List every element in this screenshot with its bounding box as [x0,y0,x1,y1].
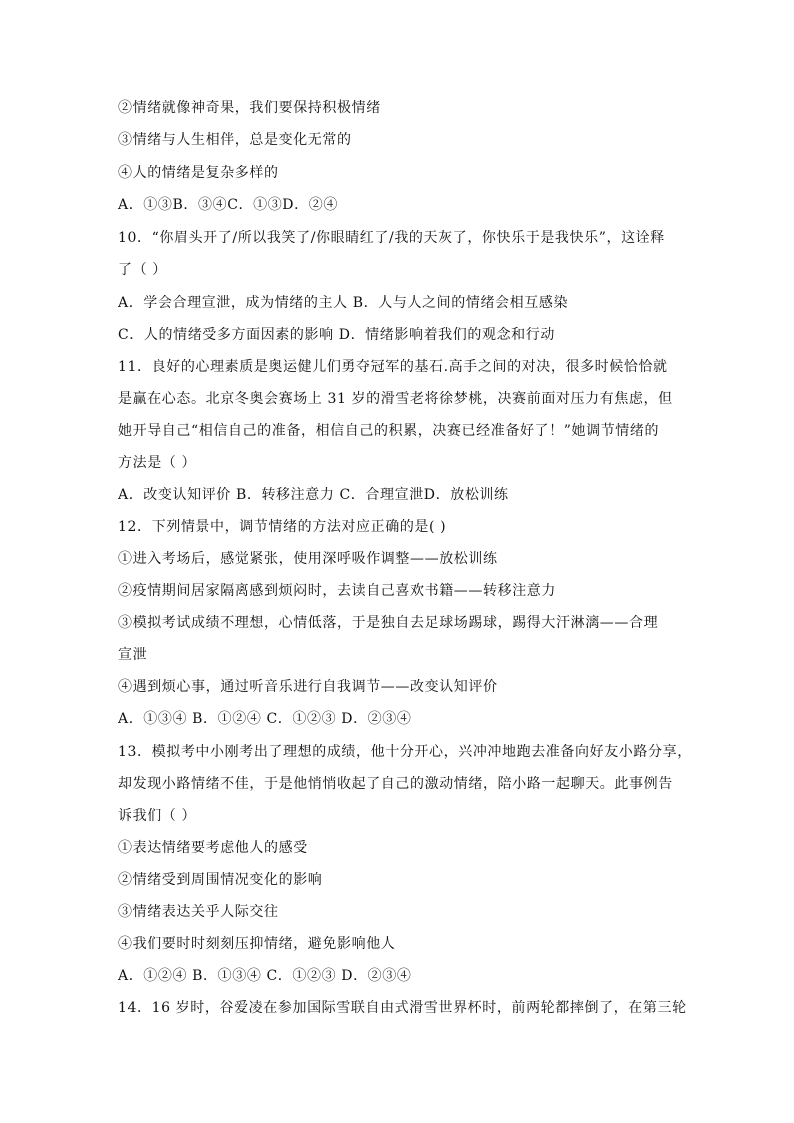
text-line: ③情绪与人生相伴，总是变化无常的 [118,132,352,148]
answer-options: A．①③B．③④C．①③D．②④ [118,197,338,213]
text-line: 她开导自己“相信自己的准备，相信自己的积累，决赛已经准备好了！”她调节情绪的 [118,423,660,439]
text-line: ④我们要时时刻刻压抑情绪，避免影响他人 [118,936,396,952]
text-line: ①进入考场后，感觉紧张，使用深呼吸作调整——放松训练 [118,551,498,567]
text-line: ④遇到烦心事，通过听音乐进行自我调节——改变认知评价 [118,679,498,695]
answer-options: A．①②④ B．①③④ C．①②③ D．②③④ [118,968,412,984]
text-line: 了（ ） [118,262,167,278]
text-line: ②疫情期间居家隔离感到烦闷时，去读自己喜欢书籍——转移注意力 [118,583,556,599]
text-line: ④人的情绪是复杂多样的 [118,165,279,181]
text-line: ③模拟考试成绩不理想，心情低落，于是独自去足球场踢球，踢得大汗淋漓——合理 [118,615,659,631]
question-13: 13．模拟考中小刚考出了理想的成绩，他十分开心，兴冲冲地跑去准备向好友小路分享， [118,744,692,760]
question-12: 12．下列情景中，调节情绪的方法对应正确的是( ) [118,519,447,535]
text-line: ②情绪就像神奇果，我们要保持积极情绪 [118,100,381,116]
answer-options: C．人的情绪受多方面因素的影响 D．情绪影响着我们的观念和行动 [118,327,555,343]
text-line: 却发现小路情绪不佳，于是他悄悄收起了自己的激动情绪，陪小路一起聊天。此事例告 [118,776,673,792]
text-line: 诉我们（ ） [118,808,197,824]
answer-options: A．改变认知评价 B．转移注意力 C．合理宣泄D．放松训练 [118,487,509,503]
text-line: ②情绪受到周围情况变化的影响 [118,872,323,888]
text-line: 方法是（ ） [118,455,197,471]
question-14: 14．16 岁时，谷爱凌在参加国际雪联自由式滑雪世界杯时，前两轮都摔倒了，在第三轮 [118,1000,687,1016]
text-line: 宣泄 [118,647,148,663]
text-line: 是赢在心态。北京冬奥会赛场上 31 岁的滑雪老将徐梦桃，决赛前面对压力有焦虑，但 [118,391,673,407]
question-11: 11．良好的心理素质是奥运健儿们勇夺冠军的基石.高手之间的对决，很多时候恰恰就 [118,359,668,375]
answer-options: A．①③④ B．①②④ C．①②③ D．②③④ [118,711,412,727]
text-line: ③情绪表达关乎人际交往 [118,904,279,920]
question-10: 10．“你眉头开了/所以我笑了/你眼睛红了/我的天灰了，你快乐于是我快乐”，这诠释 [118,230,665,246]
answer-options: A．学会合理宣泄，成为情绪的主人 B．人与人之间的情绪会相互感染 [118,295,569,311]
text-line: ①表达情绪要考虑他人的感受 [118,840,308,856]
